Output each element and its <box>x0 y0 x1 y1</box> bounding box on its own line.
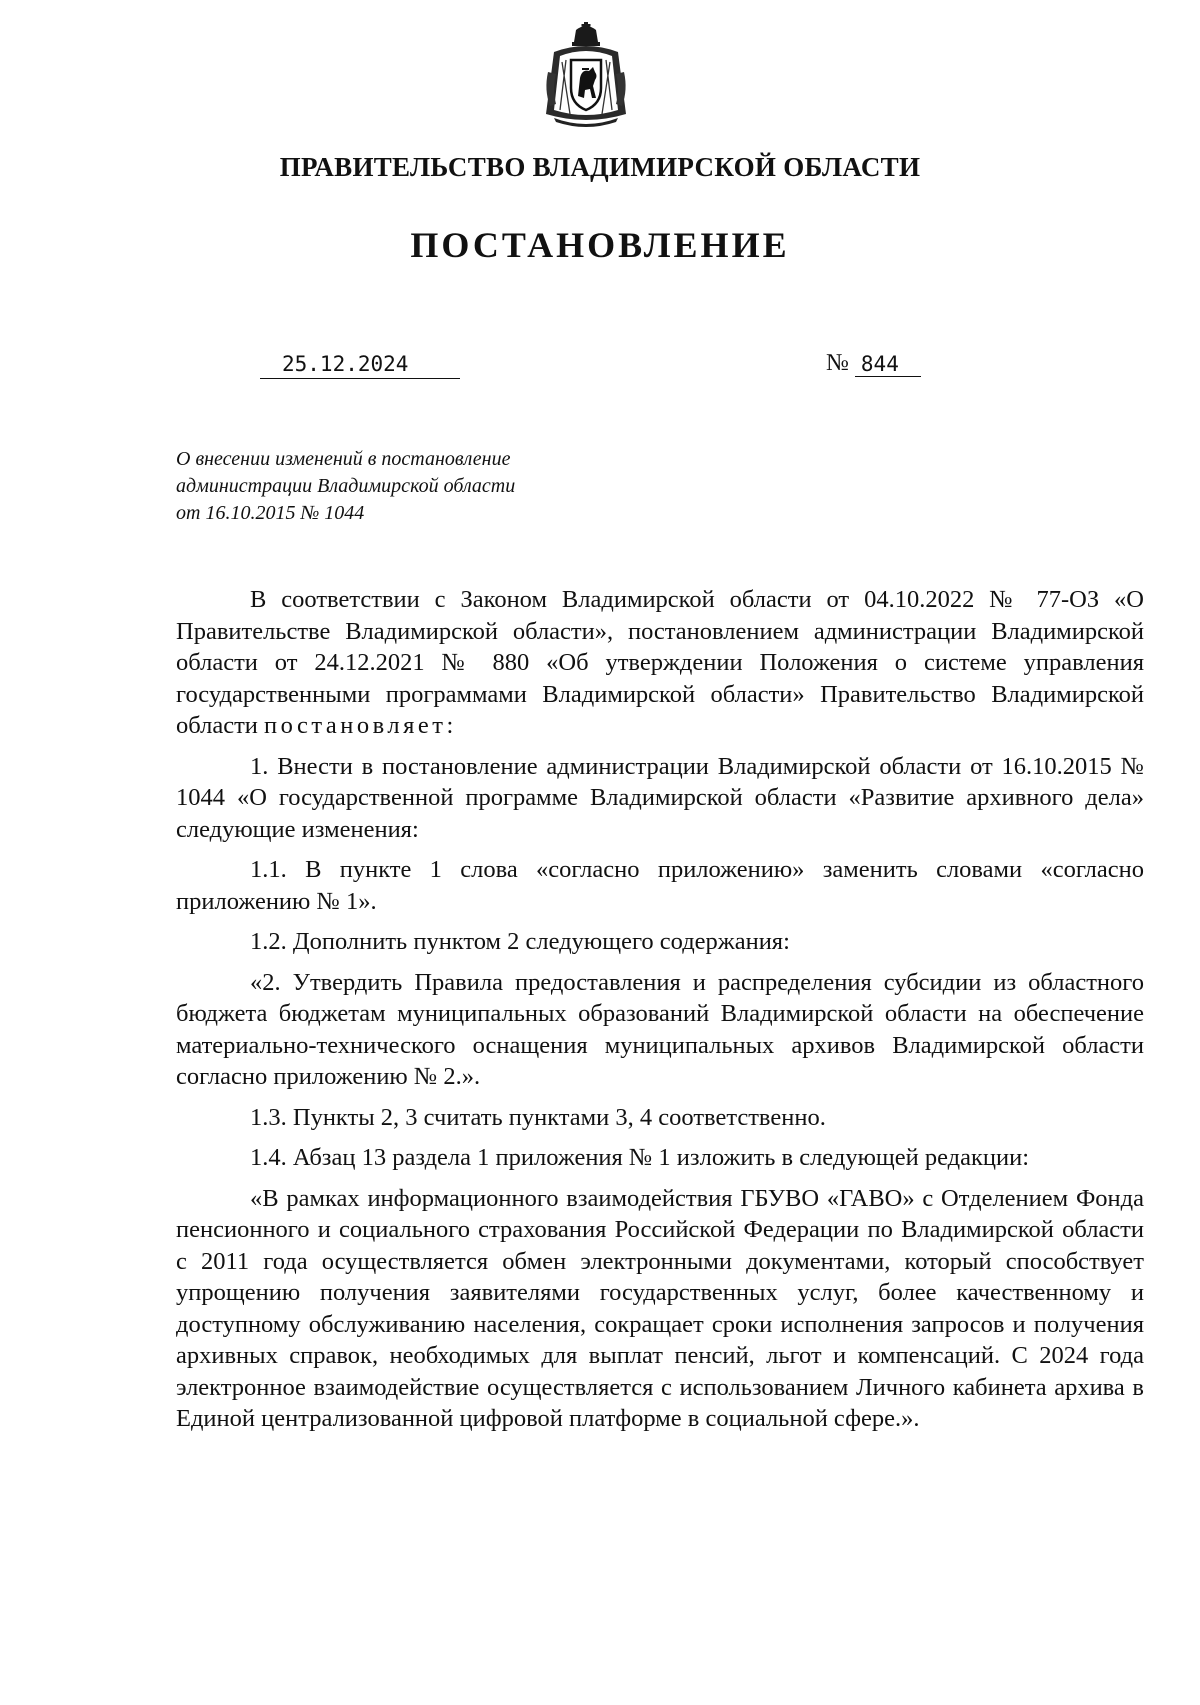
document-date: 25.12.2024 <box>260 352 460 379</box>
preamble-paragraph <box>176 584 1144 742</box>
clause-1-1: 1.1. В пункте 1 слова «согласно приложению» заменить словами «согласно приложению № 1». <box>176 856 1144 915</box>
number-label: № <box>826 350 849 376</box>
preamble-decree-word: постановляет <box>264 712 447 739</box>
clause-1-2-quote: «2. Утвердить Правила предоставления и распределения субсидии из областного бюджета бюджетам муниципальных образований Владимирской области на обеспечение материально-технического оснащения муниципальных архивов Владимирской области согласно приложению № 2.». <box>176 968 1144 1090</box>
organization-title: ПРАВИТЕЛЬСТВО ВЛАДИМИРСКОЙ ОБЛАСТИ <box>279 152 921 182</box>
clause-1: 1. Внести в постановление администрации Владимирской области от 16.10.2015 № 1044 «О государственной программе Владимирской области «Развитие архивного дела» следующие изменения: <box>176 752 1144 843</box>
clause-1-4: 1.4. Абзац 13 раздела 1 приложения № 1 изложить в следующей редакции: <box>250 1144 1030 1171</box>
clause-1-2: 1.2. Дополнить пунктом 2 следующего содержания: <box>250 928 790 955</box>
document-body <box>176 584 1144 1444</box>
document-type-heading: ПОСТАНОВЛЕНИЕ <box>410 225 790 265</box>
document-subject <box>176 446 616 527</box>
subject-line: от 16.10.2015 № 1044 <box>176 502 365 524</box>
subject-line: О внесении изменений в постановление <box>176 448 511 470</box>
clause-1-4-quote: «В рамках информационного взаимодействия ГБУВО «ГАВО» с Отделением Фонда пенсионного и социального страхования Российской Федерации по Владимирской области с 2011 года осуществляется обмен электронными документами, который способствует упрощению получения заявителями государственных услуг, более качественному и доступному обслуживанию населения, сокращает сроки исполнения запросов и получения архивных справок, необходимых для выплат пенсий, льгот и компенсаций. С 2024 года электронное взаимодействие осуществляется с использованием Личного кабинета архива в Единой централизованной цифровой платформе в социальной сфере.». <box>176 1184 1144 1432</box>
document-number: 844 <box>855 352 921 377</box>
preamble-colon: : <box>446 712 454 739</box>
clause-1-3: 1.3. Пункты 2, 3 считать пунктами 3, 4 соответственно. <box>250 1103 826 1131</box>
subject-line: администрации Владимирской области <box>176 475 516 497</box>
coat-of-arms-emblem <box>540 22 632 130</box>
document-number-field <box>826 350 921 377</box>
preamble-text: В соответствии с Законом Владимирской области от 04.10.2022 № 77-ОЗ «О Правительстве Владимирской области», постановлением администрации Владимирской области от 24.12.2021 № 880 «Об утверждении Положения о системе управления государственными программами Владимирской области» Правительство Владимирской области <box>176 586 1144 739</box>
